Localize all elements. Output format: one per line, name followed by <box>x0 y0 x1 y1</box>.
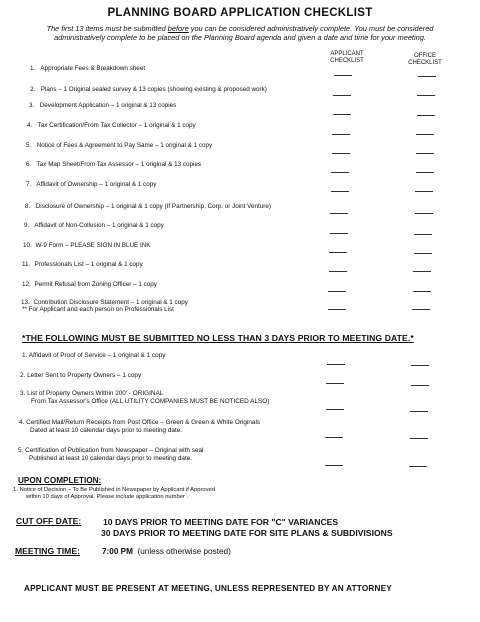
office-check-7[interactable] <box>415 191 433 192</box>
applicant-header-line2: CHECKLIST <box>330 57 364 64</box>
item-text: Affidavit of Ownership – 1 original & 1 copy <box>36 181 157 188</box>
office-check-5[interactable] <box>416 153 434 154</box>
cutoff-label: CUT OFF DATE: <box>16 516 82 526</box>
applicant-check-6[interactable] <box>331 172 349 173</box>
checklist-item-6 <box>26 161 201 169</box>
applicant-check-11[interactable] <box>329 271 347 272</box>
item-num: 10. <box>23 242 32 249</box>
checklist-item-4 <box>27 122 196 130</box>
checklist-item-13-note: ** For Applicant and each person on Professionals List <box>22 306 174 313</box>
applicant-column-header <box>317 51 377 64</box>
office-check-s2-1[interactable] <box>411 365 429 366</box>
office-check-11[interactable] <box>413 271 431 272</box>
checklist-item-1 <box>30 65 145 73</box>
office-check-s2-4[interactable] <box>410 438 428 439</box>
item-num: 11. <box>22 261 31 268</box>
item-text: W-9 Form – PLEASE SIGN IN BLUE INK <box>35 242 151 249</box>
item-text: Plans – 1 Original sealed survey & 13 copies (showing existing & proposed work) <box>40 86 267 93</box>
item-num: 2. <box>30 86 36 93</box>
applicant-check-s2-4[interactable] <box>325 437 343 438</box>
applicant-check-3[interactable] <box>333 114 351 115</box>
checklist-item-11 <box>22 261 143 269</box>
item-num: 4. <box>19 419 25 426</box>
item-num: 4. <box>27 122 33 129</box>
office-check-s2-2[interactable] <box>411 385 429 386</box>
item-num: 12. <box>22 281 31 288</box>
office-check-6[interactable] <box>416 172 434 173</box>
upon-completion-heading: UPON COMPLETION: <box>18 476 102 485</box>
item-text: Notice of Decision – To Be Published in Newspaper by Applicant if Approved <box>19 487 215 493</box>
office-check-2[interactable] <box>417 95 435 96</box>
checklist-item-10 <box>23 242 151 250</box>
item-num: 5. <box>26 142 32 149</box>
intro-line1-em: before <box>167 24 189 33</box>
intro-line1-post: you can be considered administratively complete. You must be considered <box>188 24 434 33</box>
item-num: 3. <box>29 102 35 109</box>
office-check-13[interactable] <box>412 309 430 310</box>
intro-line1-pre: The first 13 items must be submitted <box>46 24 168 33</box>
attendance-notice: APPLICANT MUST BE PRESENT AT MEETING, UNLESS REPRESENTED BY AN ATTORNEY <box>24 584 392 593</box>
office-check-s2-5[interactable] <box>409 466 427 467</box>
office-check-4[interactable] <box>416 134 434 135</box>
checklist-item-8 <box>25 203 271 211</box>
office-header-line1: OFFICE <box>414 53 436 59</box>
office-check-1[interactable] <box>418 76 436 77</box>
checklist-item-12 <box>22 281 157 289</box>
item-text: Disclosure of Ownership – 1 original & 1 copy (If Partnership, Corp. or Joint Venture) <box>35 203 271 210</box>
intro-line2: administratively complete to be placed on the Planning Board agenda and given a date and time for your meeting. <box>54 33 426 42</box>
office-check-3[interactable] <box>417 115 435 116</box>
applicant-check-9[interactable] <box>330 233 348 234</box>
applicant-check-10[interactable] <box>329 252 347 253</box>
section2-item-2 <box>20 372 141 380</box>
office-check-10[interactable] <box>414 253 432 254</box>
office-check-12[interactable] <box>413 291 431 292</box>
office-check-9[interactable] <box>414 234 432 235</box>
applicant-check-2[interactable] <box>333 95 351 96</box>
applicant-check-13[interactable] <box>328 309 346 310</box>
item-text: Development Application – 1 original & 13 copies <box>39 102 177 109</box>
office-column-header <box>395 53 455 66</box>
item-text-line2: within 10 days of Approval. Please include application number . <box>26 494 189 500</box>
item-text: Notice of Fees & Agreement to Pay Same – 1 original & 1 copy <box>36 142 213 149</box>
item-text: Permit Refusal from Zoning Officer – 1 copy <box>34 281 157 288</box>
intro-text <box>20 24 460 42</box>
checklist-item-2 <box>30 86 267 94</box>
item-text: Appropriate Fees & Breakdown sheet <box>40 65 146 72</box>
item-text: List of Property Owners Within 200' - ORIGINAL <box>27 390 164 397</box>
item-num: 1. <box>22 352 28 359</box>
office-check-8[interactable] <box>415 213 433 214</box>
cutoff-line1: 10 DAYS PRIOR TO MEETING DATE FOR "C" VARIANCES <box>103 517 339 527</box>
item-num: 1. <box>13 487 18 493</box>
item-text: Letter Sent to Property Owners – 1 copy <box>27 372 142 379</box>
applicant-check-12[interactable] <box>328 291 346 292</box>
item-num: 8. <box>25 203 31 210</box>
item-num: 2. <box>20 372 26 379</box>
item-num: 6. <box>26 161 32 168</box>
applicant-check-7[interactable] <box>331 191 349 192</box>
item-text: Certification of Publication from Newspaper – Original with seal <box>25 447 204 454</box>
checklist-item-3 <box>29 102 176 110</box>
applicant-check-1[interactable] <box>334 75 352 76</box>
item-text-line2: Published at least 10 calendar days prior to meeting date. <box>29 454 193 462</box>
checklist-item-5 <box>26 142 212 150</box>
item-num: 13. <box>21 299 30 306</box>
office-header-line2: CHECKLIST <box>408 59 442 66</box>
applicant-check-s2-2[interactable] <box>326 383 344 384</box>
applicant-check-8[interactable] <box>330 213 348 214</box>
applicant-check-s2-1[interactable] <box>327 364 345 365</box>
checklist-item-9 <box>24 222 164 230</box>
section2-item-5 <box>18 447 203 462</box>
item-text: Affidavit of Proof of Service – 1 original & 1 copy <box>28 352 166 359</box>
meeting-time-note: (unless otherwise posted) <box>137 547 231 556</box>
meeting-time <box>102 547 231 556</box>
item-num: 5. <box>18 447 24 454</box>
section2-item-3 <box>20 390 269 405</box>
applicant-check-s2-3[interactable] <box>326 409 344 410</box>
section2-item-4 <box>19 419 260 434</box>
item-num: 1. <box>30 65 36 72</box>
item-text: Certified Mail/Return Receipts from Post Office – Green & Green & White Originals <box>26 419 261 426</box>
applicant-check-5[interactable] <box>332 153 350 154</box>
section2-item-1 <box>22 352 165 360</box>
three-days-banner: *THE FOLLOWING MUST BE SUBMITTED NO LESS THAN 3 DAYS PRIOR TO MEETING DATE.* <box>22 333 414 343</box>
item-num: 3. <box>20 390 26 397</box>
item-text: Affidavit of Non-Collusion – 1 original & 1 copy <box>34 222 164 229</box>
item-text: Contribution Disclosure Statement – 1 original & 1 copy <box>33 299 188 306</box>
item-text: Professionals List – 1 original & 1 copy <box>34 261 143 268</box>
item-text-line2: From Tax Assessor's Office (ALL UTILITY COMPANIES MUST BE NOTICED ALSO) <box>31 397 270 405</box>
item-text: Tax Certification/From Tax Collector – 1 original & 1 copy <box>37 122 196 129</box>
item-num: 9. <box>24 222 30 229</box>
meeting-time-value: 7:00 PM <box>102 547 133 556</box>
item-text-line2: Dated at least 10 calendar days prior to meeting date. <box>30 426 183 434</box>
checklist-item-7 <box>26 181 156 189</box>
cutoff-line2: 30 DAYS PRIOR TO MEETING DATE FOR SITE PLANS & SUBDIVISIONS <box>101 528 393 538</box>
item-text: Tax Map Sheet/From Tax Assessor – 1 original & 13 copies <box>36 161 202 168</box>
applicant-check-4[interactable] <box>332 134 350 135</box>
upon-completion-item <box>13 487 215 501</box>
meeting-time-label: MEETING TIME: <box>15 546 80 556</box>
applicant-header-line1: APPLICANT <box>330 51 364 57</box>
page-title: PLANNING BOARD APPLICATION CHECKLIST <box>107 7 373 19</box>
applicant-check-s2-5[interactable] <box>325 465 343 466</box>
office-check-s2-3[interactable] <box>410 411 428 412</box>
item-num: 7. <box>26 181 32 188</box>
